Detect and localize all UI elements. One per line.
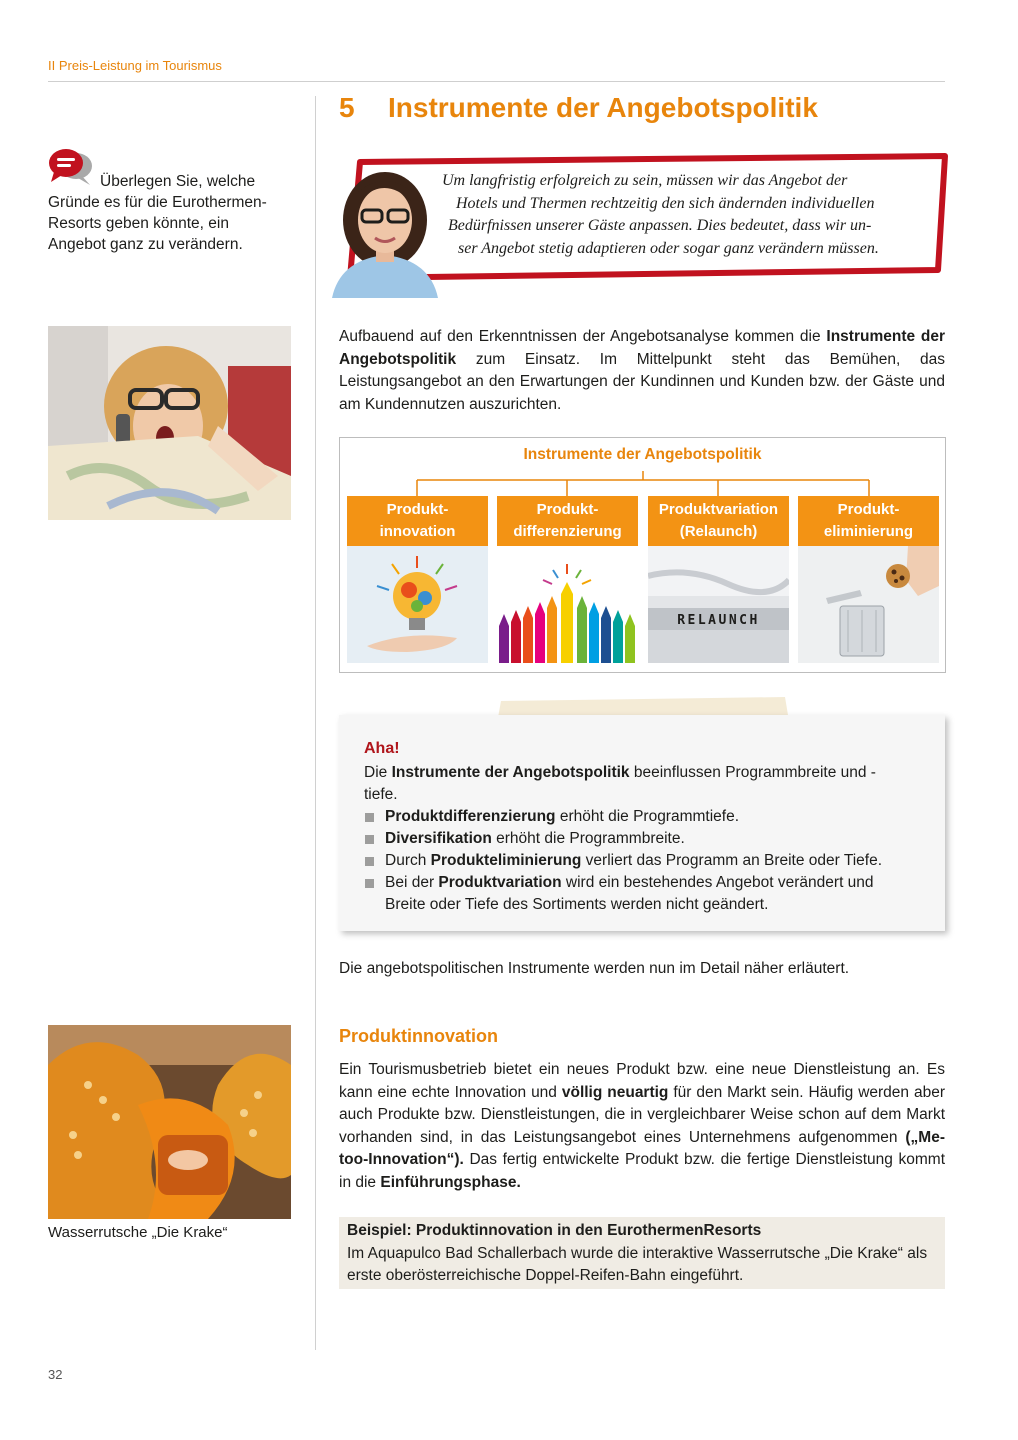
list-item: Produktdifferenzierung erhöht die Programmtiefe.: [364, 806, 924, 828]
bullet-square-icon: [365, 879, 374, 888]
example-text: Im Aquapulco Bad Schallerbach wurde die interaktive Wasserrutsche „Die Krake“ als erste oberösterreichische Doppel-Reifen-Bahn eingeführt.: [347, 1244, 928, 1284]
section-body: Ein Tourismusbetrieb bietet ein neues Produkt bzw. eine neue Dienstleistung an. Es kann eine echte Innovation und völlig neuartig für den Markt sein. Häufig werden aber auch Produkte bzw. Dienstleistungen, die in vergleichbarer Weise schon auf dem Markt vorhanden sind, in das Leistungsangebot eines Unternehmens aufgenommen („Me-too-Innovation“). Das fertig entwickelte Produkt bzw. die fertige Dienstleistung kommt in die Einführungsphase.: [339, 1061, 945, 1191]
crayons-image: [497, 546, 638, 663]
diagram-box-label: Produktvariation (Relaunch): [648, 496, 789, 546]
list-item: Bei der Produktvariation wird ein bestehendes Angebot verändert und Breite oder Tiefe des Sortiments werden nicht geändert.: [364, 872, 924, 916]
aha-list: [364, 806, 924, 916]
chapter-title: [339, 92, 818, 124]
diagram-box-label: Produkt- eliminierung: [798, 496, 939, 546]
margin-question: Überlegen Sie, welche Gründe es für die Eurothermen-Resorts geben könnte, ein Angebot ganz zu verändern.: [48, 173, 267, 253]
header-rule: [48, 81, 945, 82]
diagram-title: Instrumente der Angebotspolitik: [523, 446, 762, 463]
bullet-square-icon: [365, 813, 374, 822]
running-head: II Preis-Leistung im Tourismus: [48, 58, 222, 73]
example-title: Beispiel: Produktinnovation in den EurothermenResorts: [347, 1222, 762, 1239]
intro-paragraph: Aufbauend auf den Erkenntnissen der Angebotsanalyse kommen die Instrumente der Angebotspolitik zum Einsatz. Im Mittelpunkt steht das Bemühen, das Leistungsangebot an den Erwartungen der Kundinnen und Kunden bzw. der Gäste und am Kundennutzen auszurichten.: [339, 328, 946, 413]
chapter-number: 5: [339, 92, 355, 123]
list-item: Diversifikation erhöht die Programmbreite.: [364, 828, 924, 850]
aha-title: Aha!: [364, 740, 400, 757]
diagram-box-produktvariation: [648, 496, 789, 664]
bullet-square-icon: [365, 835, 374, 844]
example-box: [339, 1217, 945, 1289]
light-bulb-hand-image: [347, 546, 488, 663]
column-divider: [315, 96, 316, 1350]
woman-with-glasses-avatar: [332, 172, 438, 298]
list-item: Durch Produkteliminierung verliert das Programm an Breite oder Tiefe.: [364, 850, 924, 872]
diagram-box-label: Produkt- differenzierung: [497, 496, 638, 546]
diagram-box-label: Produkt- innovation: [347, 496, 488, 546]
diagram-box-produkteliminierung: [798, 496, 939, 664]
continuation-text: Die angebotspolitischen Instrumente werden nun im Detail näher erläutert.: [339, 960, 850, 977]
relaunch-keys-image: [648, 546, 789, 663]
aha-lead: Die Instrumente der Angebotspolitik beeinflussen Programmbreite und -tiefe.: [364, 764, 876, 803]
cookie-trash-can-image: [798, 546, 939, 663]
page-number: 32: [48, 1367, 63, 1382]
section-title: Produktinnovation: [339, 1026, 498, 1046]
bullet-square-icon: [365, 857, 374, 866]
photo-octopus-water-slide: [48, 1025, 291, 1219]
quote-text: Um langfristig erfolgreich zu sein, müssen wir das Angebot der Hotels und Thermen rechtzeitig den sich ändernden individuellen Bedürfnissen unserer Gäste anpassen. Dies bedeutet, dass wir un- ser Angebot stetig adaptieren oder sogar ganz verändern müssen.: [442, 172, 879, 257]
photo-surprised-woman-with-map: [48, 326, 291, 520]
relaunch-key-letters: RELAUNCH: [677, 613, 760, 628]
photo-caption: Wasserrutsche „Die Krake“: [48, 1224, 228, 1241]
diagram-box-produktinnovation: [347, 496, 488, 664]
chapter-title-text: Instrumente der Angebotspolitik: [388, 92, 818, 123]
diagram-connectors: [340, 438, 947, 498]
diagram-box-produktdifferenzierung: [497, 496, 638, 664]
instruments-diagram: [339, 437, 946, 673]
